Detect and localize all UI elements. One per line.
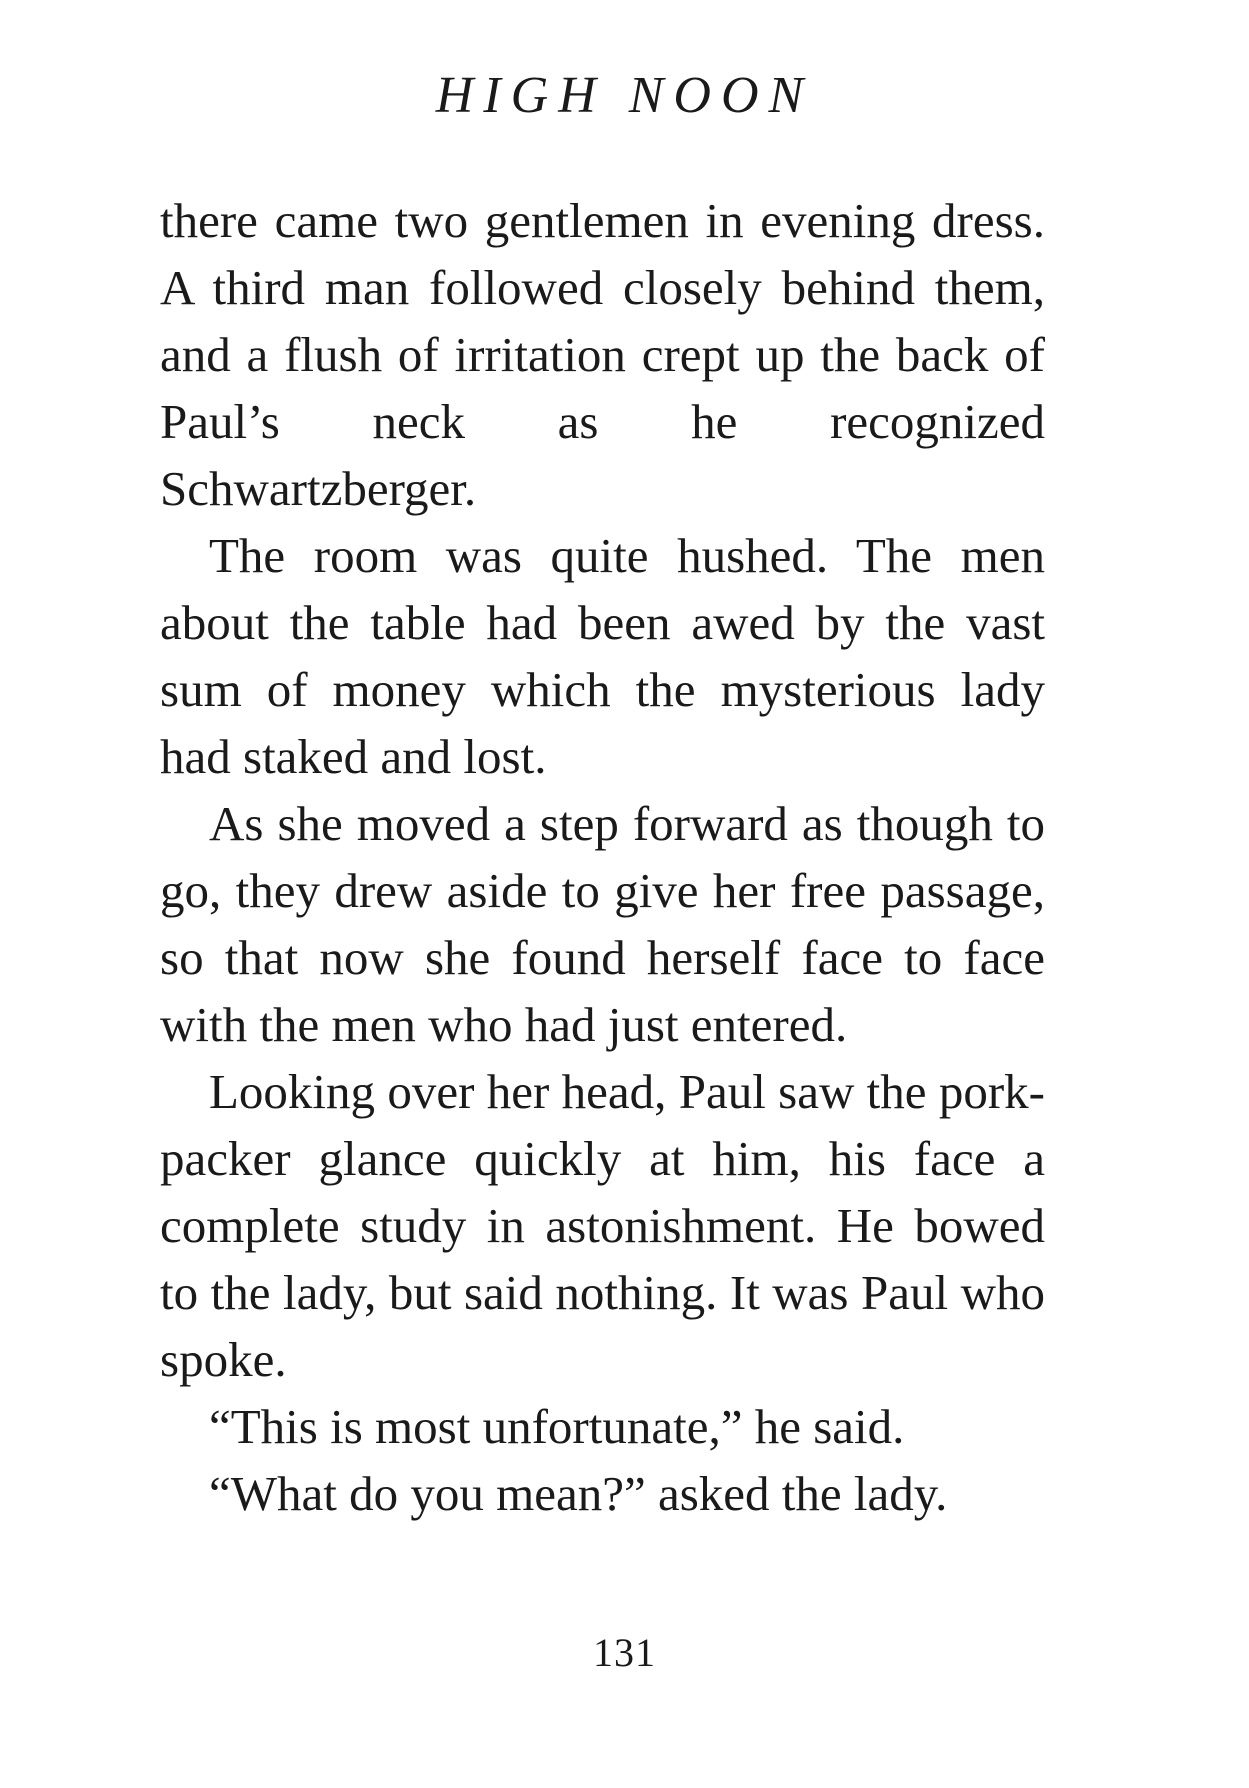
paragraph: Looking over her head, Paul saw the pork-packer glance quickly at him, his face a complete study in astonishment. He bowed to the lady, but said nothing. It was Paul who spoke. [160,1064,1045,1387]
body-text [160,187,1045,1527]
page-number: 131 [593,1630,656,1675]
dialogue-paragraph: “This is most unfortunate,” he said. [209,1399,905,1454]
paragraph: As she moved a step forward as though to go, they drew aside to give her free passage, so that now she found herself face to face with the men who had just entered. [160,796,1045,1052]
paragraph: The room was quite hushed. The men about the table had been awed by the vast sum of money which the mysterious lady had staked and lost. [160,528,1045,784]
dialogue-paragraph: “What do you mean?” asked the lady. [209,1466,948,1521]
running-title: HIGH NOON [435,67,814,124]
paragraph-continued: there came two gentlemen in evening dress. A third man followed closely behind them, and a flush of irritation crept up the back of Paul’s neck as he recognized Schwartzberger. [160,193,1045,516]
